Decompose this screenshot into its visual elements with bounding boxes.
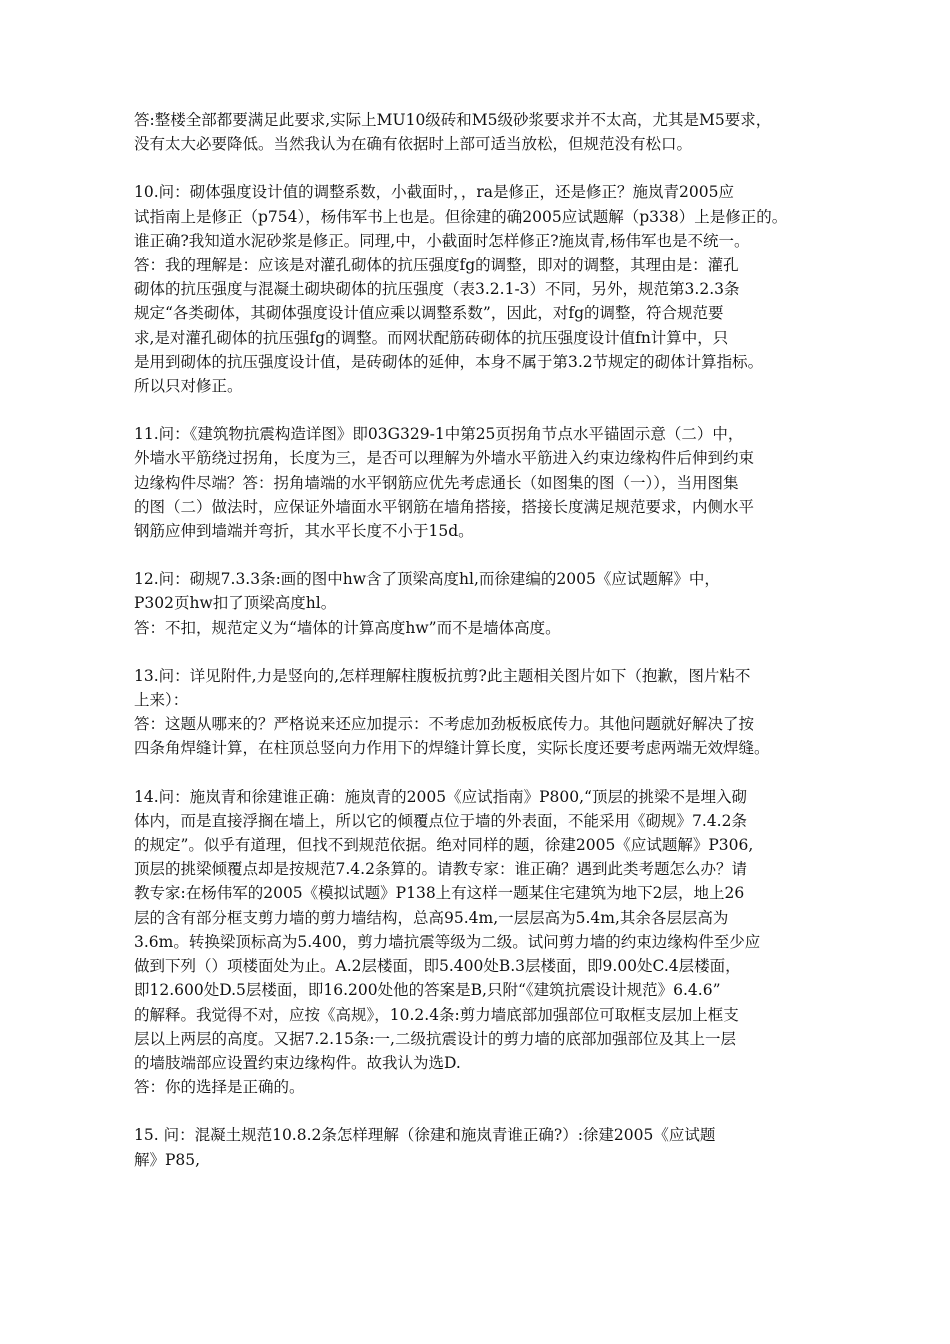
paragraph-question-14: 14.问：施岚青和徐建谁正确：施岚青的2005《应试指南》P800,“顶层的挑梁不是埋入砌 体内，而是直接浮搁在墙上，所以它的倾覆点位于墙的外表面，不能采用《砌规》7.4.2条 的规定”。似乎有道理，但找不到规范依据。绝对同样的题，徐建2005《应试题解》P306, 顶层的挑梁倾覆点却是按规范7.4.2条算的。请教专家：谁正确？遇到此类考题怎么办？请 教专家:在杨伟军的2005《模拟试题》P138上有这样一题某住宅建筑为地下2层，地上26 层的含有部分框支剪力墙的剪力墙结构，总高95.4m,一层层高为5.4m,其余各层层高为 3.6m。转换梁顶标高为5.400，剪力墙抗震等级为二级。试问剪力墙的约束边缘构件至少应 做到下列（）项楼面处为止。A.2层楼面，即5.400处B.3层楼面，即9.00处C.4层楼面， 即12.600处D.5层楼面，即16.200处他的答案是B,只附“《建筑抗震设计规范》6.4.6” 的解释。我觉得不对，应按《高规》，10.2.4条:剪力墙底部加强部位可取框支层加上框支 层以上两层的高度。又据7.2.15条:一,二级抗震设计的剪力墙的底部加强部位及其上一层 的墙肢端部应设置约束边缘构件。故我认为选D. 答：你的选择是正确的。	[134, 787, 761, 1097]
paragraph-gap	[134, 156, 826, 180]
paragraph-gap	[134, 398, 826, 422]
paragraph-question-13: 13.问：详见附件,力是竖向的,怎样理解柱腹板抗剪?此主题相关图片如下（抱歉，图片粘不 上来）： 答：这题从哪来的？严格说来还应加提示：不考虑加劲板板底传力。其他问题就好解决了按 四条角焊缝计算，在柱顶总竖向力作用下的焊缝计算长度，实际长度还要考虑两端无效焊缝。	[134, 666, 770, 758]
paragraph-gap	[134, 640, 826, 664]
paragraph-gap	[134, 1099, 826, 1123]
paragraph-question-12: 12.问：砌规7.3.3条:画的图中hw含了顶梁高度hl,而徐建编的2005《应试题解》中， P302页hw扣了顶梁高度hl。 答：不扣，规范定义为“墙体的计算高度hw”而不是墙体高度。	[134, 570, 720, 637]
paragraph-gap	[134, 761, 826, 785]
document-page	[134, 108, 826, 1172]
paragraph-answer-continued: 答:整楼全部都要满足此要求,实际上MU10级砖和M5级砂浆要求并不太高，尤其是M5要求， 没有太大必要降低。当然我认为在确有依据时上部可适当放松，但规范没有松口。	[134, 111, 772, 154]
paragraph-question-10: 10.问：砌体强度设计值的调整系数，小截面时，，ra是修正，还是修正？施岚青2005应 试指南上是修正（p754），杨伟军书上也是。但徐建的确2005应试题解（p338）上是修正的。 谁正确?我知道水泥砂浆是修正。同理,中，小截面时怎样修正?施岚青,杨伟军也是不统一。 答：我的理解是：应该是对灌孔砌体的抗压强度fg的调整，即对的调整，其理由是：灌孔 砌体的抗压强度与混凝土砌块砌体的抗压强度（表3.2.1-3）不同，另外，规范第3.2.3条 规定“各类砌体，其砌体强度设计值应乘以调整系数”，因此，对fg的调整，符合规范要 求,是对灌孔砌体的抗压强fg的调整。而网状配筋砖砌体的抗压强度设计值fn计算中，只 是用到砌体的抗压强度设计值，是砖砌体的延伸，本身不属于第3.2节规定的砌体计算指标。 所以只对修正。	[134, 183, 788, 396]
paragraph-question-11: 11.问：《建筑物抗震构造详图》即03G329-1中第25页拐角节点水平锚固示意（二）中， 外墙水平筋绕过拐角，长度为三，是否可以理解为外墙水平筋进入约束边缘构件后伸到约束 边缘构件尽端？答：拐角墙端的水平钢筋应优先考虑通长（如图集的图（一）），当用图集 的图（二）做法时，应保证外墙面水平钢筋在墙角搭接，搭接长度满足规范要求，内侧水平 钢筋应伸到墙端并弯折，其水平长度不小于15d。	[134, 425, 755, 541]
paragraph-gap	[134, 543, 826, 567]
paragraph-question-15: 15. 问：混凝土规范10.8.2条怎样理解（徐建和施岚青谁正确?）:徐建2005《应试题 解》P85,	[134, 1126, 716, 1169]
